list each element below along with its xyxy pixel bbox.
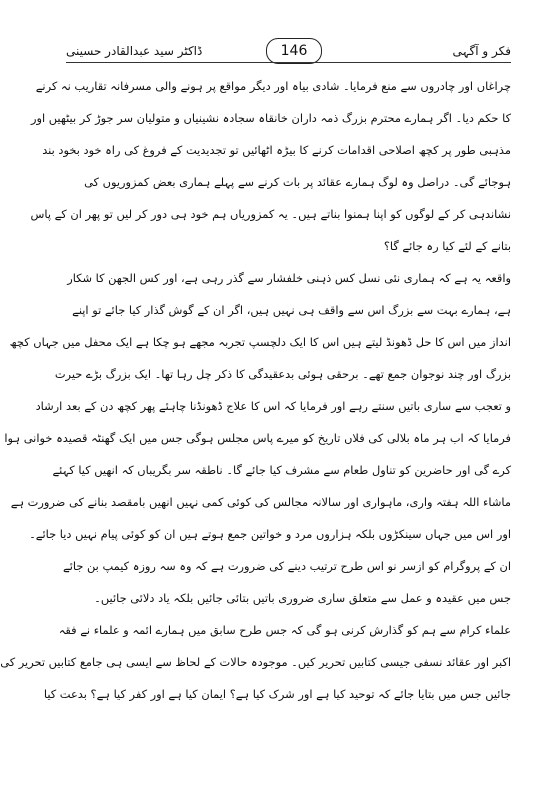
page-header: [66, 40, 511, 68]
text-line: جائیں جس میں بتایا جائے کہ توحید کیا ہے اور شرک کیا ہے؟ ایمان کیا ہے اور کفر کیا ہے؟ بدعت کیا: [43, 687, 511, 701]
text-line: واقعہ یہ ہے کہ ہماری نئی نسل کس ذہنی خلفشار سے گذر رہی ہے، اور کس الجھن کا شکار: [67, 271, 511, 285]
text-line: ہے، ہمارے بہت سے بزرگ اس سے واقف ہی نہیں ہیں، اگر ان کے گوش گذار کیا جائے تو اپنے: [72, 303, 511, 317]
paragraph-3: [0, 614, 511, 710]
text-line: کرے گی اور حاضرین کو تناول طعام سے مشرف کیا جائے گا۔ ناطقہ سر بگریباں کہ انھیں کیا کہئے: [52, 463, 511, 477]
page-number: 146: [266, 38, 322, 64]
text-line: ان کے پروگرام کو ازسر نو اس طرح ترتیب دینے کی ضرورت ہے کہ وہ سہ روزہ کیمپ بن جائے: [63, 559, 511, 573]
text-line: بتانے کے لئے کیا رہ جائے گا؟: [383, 239, 511, 253]
text-line: انداز میں اس کا حل ڈھونڈ لیتے ہیں اس کا ایک دلچسپ تجربہ مجھے ہو چکا ہے ایک محفل میں جہاں کچھ: [9, 335, 511, 349]
text-line: ہوجائے گی۔ دراصل وہ لوگ ہمارے عقائد پر بات کرنے سے پہلے ہماری بعض کمزوریوں کی: [84, 175, 511, 189]
paragraph-1: [30, 70, 511, 262]
text-line: نشاندہی کر کے لوگوں کو اپنا ہمنوا بناتے ہیں۔ یہ کمزوریاں ہم خود ہی دور کر لیں تو پھر ان کے پاس: [30, 207, 511, 221]
text-line: بزرگ اور چند نوجوان جمع تھے۔ برحقی ہوئی بدعقیدگی کا ذکر چل رہا تھا۔ ایک بزرگ بڑے حیرت: [54, 367, 511, 381]
text-line: علماء کرام سے ہم کو گذارش کرنی ہو گی کہ جس طرح سابق میں ہمارے ائمہ و علماء نے فقہ: [58, 623, 511, 637]
text-line: چراغاں اور چادروں سے منع فرمایا۔ شادی بیاہ اور دیگر مواقع پر ہونے والی مسرفانہ تقاریب نہ کرنے: [35, 79, 511, 93]
book-title: فکر و آگہی: [452, 44, 511, 58]
text-line: فرمایا کہ اب ہر ماہ بلالی کی فلاں تاریخ کو میرے پاس مجلس ہوگی جس میں ایک گھنٹہ قصیدہ خوانی ہوا: [4, 431, 511, 445]
text-line: و تعجب سے ساری باتیں سنتے رہے اور فرمایا کہ اس کا علاج ڈھونڈنا چاہئے پھر کچھ دن کے بعد ارشاد: [35, 399, 511, 413]
author-name: ڈاکٹر سید عبدالقادر حسینی: [66, 44, 203, 58]
text-line: اور اس میں جہاں سینکڑوں بلکہ ہزاروں مرد و خواتین جمع ہوتے ہیں ان کو کوئی پیام نہیں دیا جائے۔: [29, 527, 511, 541]
text-line: کا حکم دیا۔ اگر ہمارے محترم بزرگ ذمہ داران خانقاہ سجادہ نشینیاں و متولیان سر جوڑ کر بیٹھیں اور: [30, 111, 511, 125]
text-line: جس میں عقیدہ و عمل سے متعلق ساری ضروری باتیں بتائی جائیں بلکہ یاد دلائی جائیں۔: [94, 591, 511, 605]
paragraph-2: [4, 262, 511, 614]
text-line: اکبر اور عقائد نسفی جیسی کتابیں تحریر کیں۔ موجودہ حالات کے لحاظ سے ایسی ہی جامع کتابیں تحریر کی: [0, 655, 511, 669]
header-divider: [66, 62, 511, 63]
text-line: ماشاء اللہ ہفتہ واری، ماہواری اور سالانہ مجالس کی کوئی کمی نہیں انھیں بامقصد بنانے کی ضرورت ہے: [10, 495, 511, 509]
text-line: مذہبی طور پر کچھ اصلاحی اقدامات کرنے کا بیڑہ اٹھائیں تو تجدیدیت کے فروغ کی راہ خود بخود بند: [42, 143, 511, 157]
page-body: [0, 70, 511, 710]
